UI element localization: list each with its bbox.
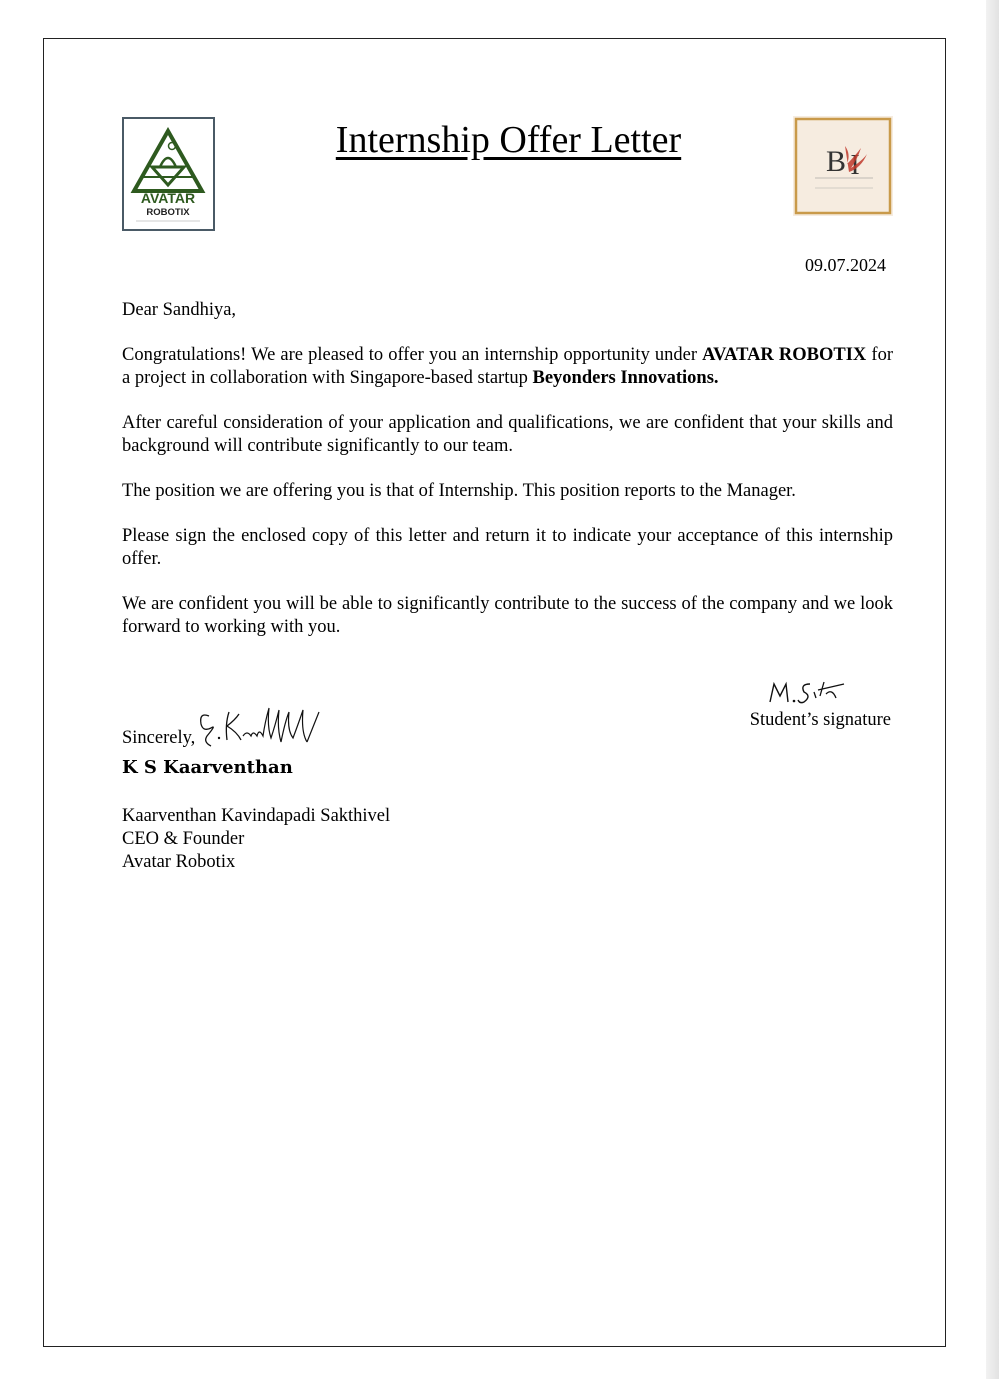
closing-text: Sincerely, <box>122 728 196 748</box>
paragraph-1-middle: for a project in collaboration with Singapore-based startup <box>122 345 893 388</box>
svg-text:ROBOTIX: ROBOTIX <box>146 207 190 218</box>
page-title: Internship Offer Letter <box>335 119 682 161</box>
ceo-handwritten-signature <box>195 702 325 750</box>
signer-short-name: K S Kaarventhan <box>122 757 293 778</box>
salutation: Dear Sandhiya, <box>122 300 237 320</box>
page-edge <box>986 0 999 1379</box>
student-signature-block <box>750 676 891 731</box>
sender-signature-block <box>122 700 390 874</box>
company-name: AVATAR ROBOTIX <box>702 345 867 365</box>
closing-row <box>122 700 390 750</box>
partner-name: Beyonders Innovations. <box>532 368 719 388</box>
beyonders-innovations-logo-icon <box>793 116 893 216</box>
svg-text:AVATAR: AVATAR <box>140 190 196 206</box>
student-signature-label: Student’s signature <box>749 710 891 730</box>
letter-date: 09.07.2024 <box>805 255 886 275</box>
student-handwritten-signature <box>764 676 848 710</box>
signer-role: CEO & Founder <box>122 829 245 849</box>
paragraph-position: The position we are offering you is that of Internship. This position reports to the Manager. <box>122 481 796 501</box>
beyonders-innovations-logo <box>793 116 893 216</box>
paragraph-sign-request: Please sign the enclosed copy of this letter and return it to indicate your acceptance of this internship offer. <box>122 526 893 569</box>
paragraph-consideration: After careful consideration of your application and qualifications, we are confident that your skills and background will contribute significantly to our team. <box>122 413 893 456</box>
svg-text:B: B <box>825 145 847 178</box>
paragraph-congratulations <box>122 344 893 390</box>
letter-body <box>122 299 893 661</box>
paragraph-closing-remarks: We are confident you will be able to significantly contribute to the success of the company and we look forward to working with you. <box>122 594 893 637</box>
signer-full-name: Kaarventhan Kavindapadi Sakthivel <box>122 806 391 826</box>
signer-details <box>122 805 390 874</box>
signer-organization: Avatar Robotix <box>122 852 236 872</box>
paragraph-1-intro: Congratulations! We are pleased to offer you an internship opportunity under <box>122 345 703 365</box>
